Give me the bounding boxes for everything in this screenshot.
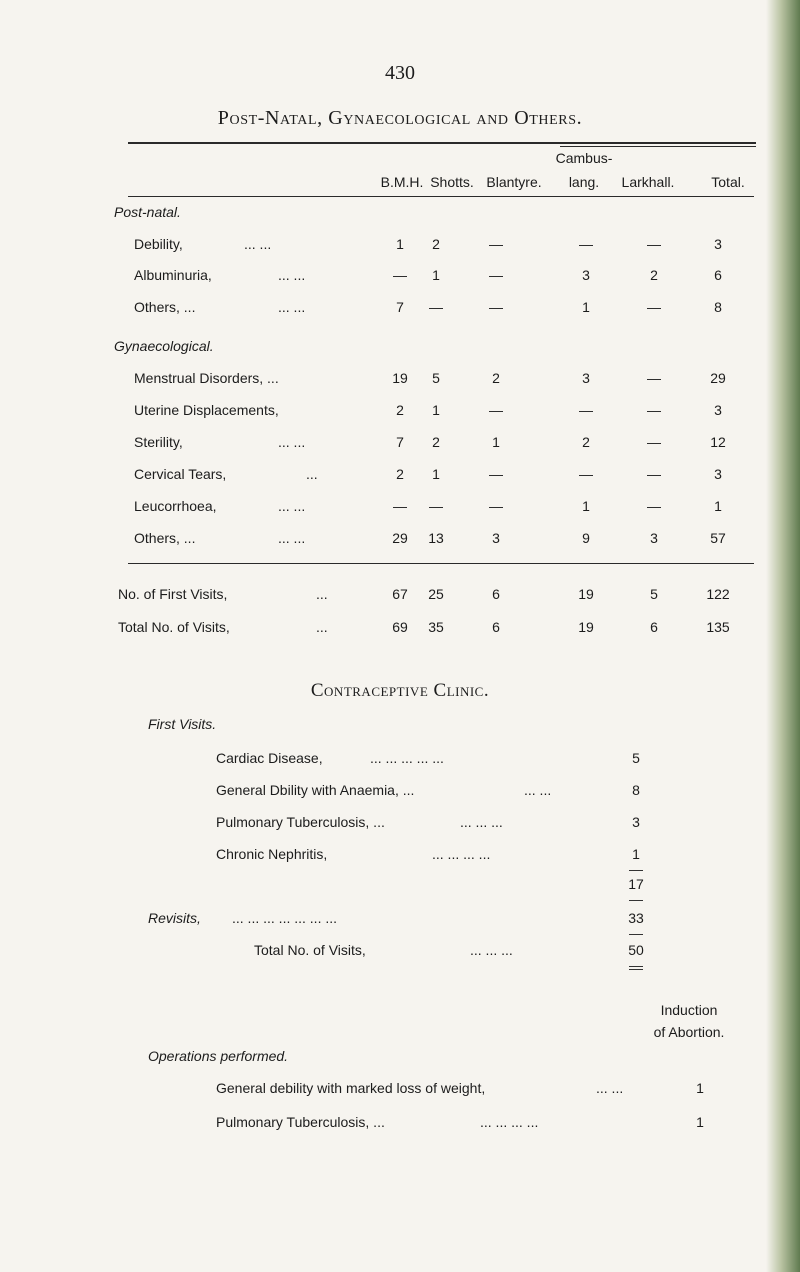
cell-shotts: 1: [432, 466, 440, 482]
header-blantyre: Blantyre.: [486, 174, 542, 190]
operation-leader: ... ... ... ...: [480, 1114, 539, 1130]
subtotal-value: 17: [628, 876, 644, 892]
cell-bmh: 7: [396, 434, 404, 450]
cell-blantyre: —: [489, 299, 503, 315]
page-number: 430: [385, 62, 415, 84]
cell-shotts: —: [429, 299, 443, 315]
cell-cambuslang: 19: [578, 619, 594, 635]
total-visits-value: 50: [628, 942, 644, 958]
cell-blantyre: —: [489, 402, 503, 418]
operation-label: Pulmonary Tuberculosis, ...: [216, 1114, 385, 1130]
row-leader: ... ...: [278, 434, 306, 450]
section-heading-operations: Operations performed.: [148, 1048, 289, 1064]
cell-total: 6: [714, 267, 722, 283]
cell-total: 12: [710, 434, 726, 450]
table-top-rule-thin: [560, 146, 756, 147]
cell-shotts: 1: [432, 402, 440, 418]
cell-total: 3: [714, 466, 722, 482]
column-header-of-abortion: of Abortion.: [653, 1024, 725, 1040]
cell-cambuslang: 3: [582, 370, 590, 386]
cell-shotts: 1: [432, 267, 440, 283]
item-leader: ... ... ...: [460, 814, 503, 830]
cell-bmh: 19: [392, 370, 408, 386]
cell-larkhall: —: [647, 402, 661, 418]
cell-shotts: 35: [428, 619, 444, 635]
cell-blantyre: —: [489, 498, 503, 514]
item-leader: ... ... ... ...: [432, 846, 491, 862]
cell-shotts: 5: [432, 370, 440, 386]
sum-rule: [629, 934, 643, 935]
item-leader: ... ... ... ... ...: [370, 750, 444, 766]
cell-larkhall: 2: [650, 267, 658, 283]
section-heading-gynaecological: Gynaecological.: [114, 338, 214, 354]
cell-blantyre: 2: [492, 370, 500, 386]
double-rule: [629, 966, 643, 967]
cell-larkhall: —: [647, 466, 661, 482]
item-label: Pulmonary Tuberculosis, ...: [216, 814, 385, 830]
sum-rule: [629, 900, 643, 901]
cell-total: 57: [710, 530, 726, 546]
cell-larkhall: —: [647, 299, 661, 315]
operation-label: General debility with marked loss of weight,: [216, 1080, 486, 1096]
item-value: 1: [632, 846, 640, 862]
row-leader: ... ...: [278, 299, 306, 315]
cell-shotts: 25: [428, 586, 444, 602]
cell-blantyre: 3: [492, 530, 500, 546]
row-leader: ... ...: [278, 267, 306, 283]
item-value: 5: [632, 750, 640, 766]
cell-larkhall: —: [647, 236, 661, 252]
row-label: Albuminuria,: [134, 267, 212, 283]
cell-shotts: 13: [428, 530, 444, 546]
header-bottom-rule: [128, 196, 754, 197]
cell-larkhall: 5: [650, 586, 658, 602]
row-label: Menstrual Disorders, ...: [134, 370, 279, 386]
cell-larkhall: 3: [650, 530, 658, 546]
cell-cambuslang: —: [579, 402, 593, 418]
cell-cambuslang: 1: [582, 299, 590, 315]
operation-leader: ... ...: [596, 1080, 624, 1096]
cell-cambuslang: 2: [582, 434, 590, 450]
revisits-value: 33: [628, 910, 644, 926]
cell-blantyre: 1: [492, 434, 500, 450]
cell-bmh: 1: [396, 236, 404, 252]
cell-total: 135: [706, 619, 730, 635]
page-title: Post-Natal, Gynaecological and Others.: [217, 107, 583, 129]
cell-larkhall: —: [647, 498, 661, 514]
cell-blantyre: —: [489, 236, 503, 252]
cell-total: 3: [714, 402, 722, 418]
cell-total: 1: [714, 498, 722, 514]
column-header-induction: Induction: [660, 1002, 718, 1018]
total-visits-leader: ... ... ...: [470, 942, 513, 958]
cell-larkhall: —: [647, 434, 661, 450]
revisits-leader: ... ... ... ... ... ... ...: [232, 910, 338, 926]
cell-cambuslang: 3: [582, 267, 590, 283]
cell-cambuslang: —: [579, 466, 593, 482]
header-bmh: B.M.H.: [380, 174, 424, 190]
item-value: 3: [632, 814, 640, 830]
row-leader: ... ...: [244, 236, 272, 252]
cell-larkhall: —: [647, 370, 661, 386]
row-label: Leucorrhoea,: [134, 498, 217, 514]
row-label: Others, ...: [134, 299, 196, 315]
cell-bmh: 69: [392, 619, 408, 635]
row-leader: ...: [316, 619, 328, 635]
operation-value: 1: [696, 1114, 704, 1130]
operation-value: 1: [696, 1080, 704, 1096]
cell-bmh: 29: [392, 530, 408, 546]
cell-shotts: —: [429, 498, 443, 514]
item-label: Chronic Nephritis,: [216, 846, 328, 862]
cell-bmh: 2: [396, 402, 404, 418]
totals-rule: [128, 563, 754, 564]
row-label: Others, ...: [134, 530, 196, 546]
section-heading-first-visits: First Visits.: [148, 716, 217, 732]
cell-bmh: —: [393, 267, 407, 283]
cell-shotts: 2: [432, 434, 440, 450]
cell-bmh: 67: [392, 586, 408, 602]
cell-larkhall: 6: [650, 619, 658, 635]
page-edge-shadow: [766, 0, 800, 1272]
item-leader: ... ...: [524, 782, 552, 798]
sum-rule: [629, 870, 643, 871]
cell-bmh: 7: [396, 299, 404, 315]
item-label: General Dbility with Anaemia, ...: [216, 782, 415, 798]
row-label: Uterine Displacements,: [134, 402, 279, 418]
cell-blantyre: —: [489, 267, 503, 283]
cell-cambuslang: 9: [582, 530, 590, 546]
item-label: Cardiac Disease,: [216, 750, 323, 766]
section-heading-contraceptive: Contraceptive Clinic.: [310, 680, 490, 701]
row-label: Total No. of Visits,: [118, 619, 230, 635]
row-leader: ... ...: [278, 498, 306, 514]
cell-cambuslang: —: [579, 236, 593, 252]
cell-blantyre: 6: [492, 619, 500, 635]
cell-total: 8: [714, 299, 722, 315]
table-top-rule: [128, 142, 756, 144]
section-heading-post-natal: Post-natal.: [114, 204, 181, 220]
item-value: 8: [632, 782, 640, 798]
row-label: No. of First Visits,: [118, 586, 228, 602]
header-larkhall: Larkhall.: [621, 174, 675, 190]
row-label: Cervical Tears,: [134, 466, 227, 482]
cell-shotts: 2: [432, 236, 440, 252]
cell-blantyre: —: [489, 466, 503, 482]
cell-total: 29: [710, 370, 726, 386]
revisits-label: Revisits,: [148, 910, 201, 926]
cell-cambuslang: 19: [578, 586, 594, 602]
header-cambus-bottom: lang.: [568, 174, 600, 190]
cell-total: 3: [714, 236, 722, 252]
cell-total: 122: [706, 586, 730, 602]
cell-cambuslang: 1: [582, 498, 590, 514]
cell-bmh: —: [393, 498, 407, 514]
cell-blantyre: 6: [492, 586, 500, 602]
row-leader: ... ...: [278, 530, 306, 546]
double-rule: [629, 969, 643, 970]
row-leader: ...: [316, 586, 328, 602]
row-label: Sterility,: [134, 434, 183, 450]
header-total: Total.: [711, 174, 745, 190]
cell-bmh: 2: [396, 466, 404, 482]
header-shotts: Shotts.: [430, 174, 474, 190]
row-leader: ...: [306, 466, 318, 482]
total-visits-label: Total No. of Visits,: [254, 942, 366, 958]
header-cambus-top: Cambus-: [555, 150, 613, 166]
row-label: Debility,: [134, 236, 183, 252]
